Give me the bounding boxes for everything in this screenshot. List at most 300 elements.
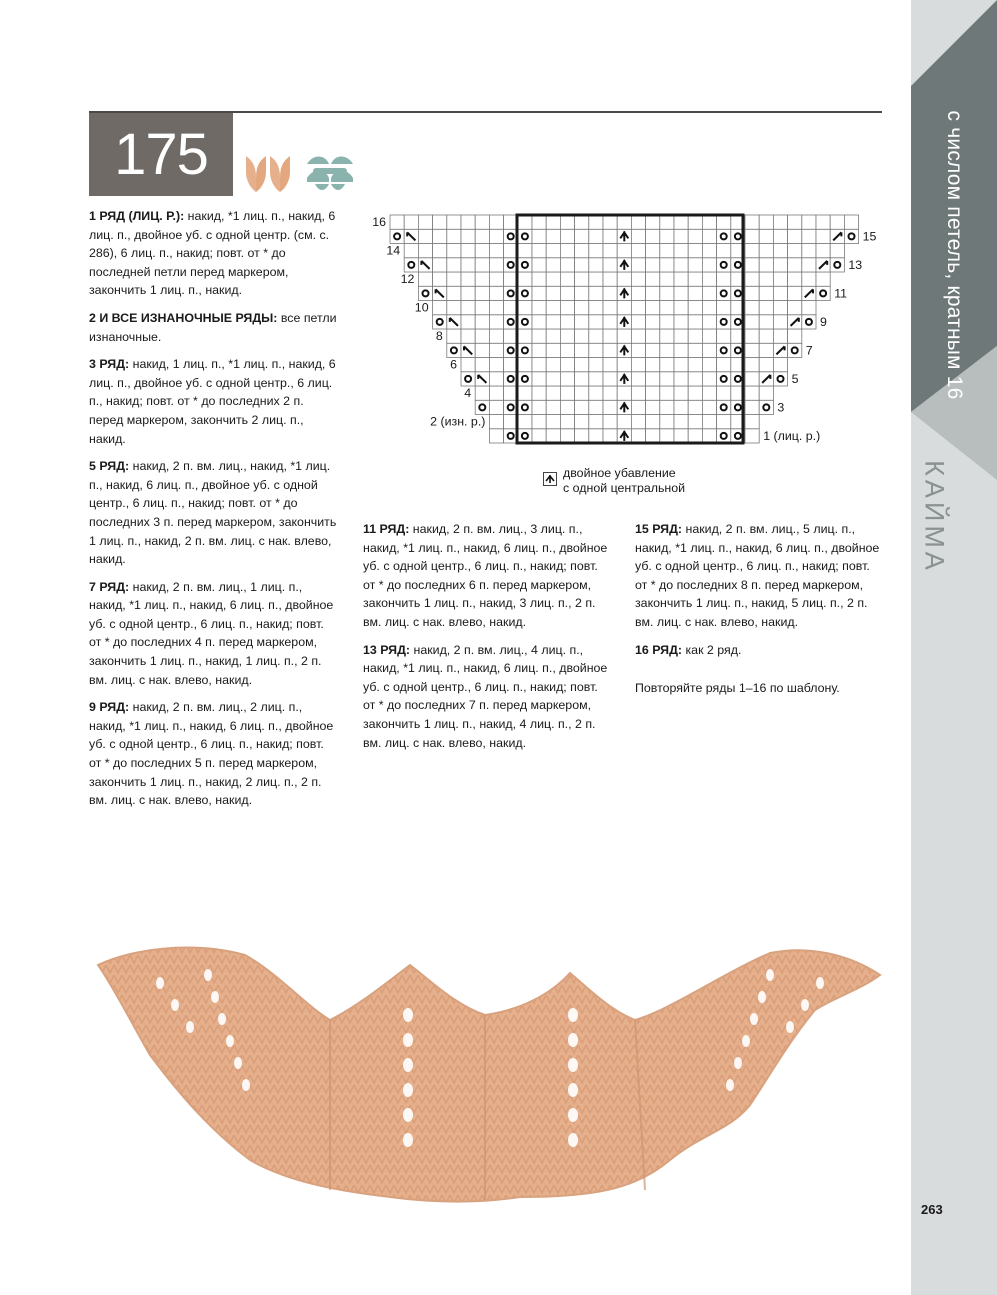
chart-cell	[717, 215, 731, 229]
row-label: 16	[372, 215, 386, 229]
chart-cell	[674, 386, 688, 400]
chart-cell	[631, 329, 645, 343]
chart-cell	[759, 244, 773, 258]
chart-cell	[575, 343, 589, 357]
chart-cell	[447, 286, 461, 300]
chart-cell	[717, 229, 731, 243]
chart-cell	[688, 415, 702, 429]
chart-cell	[518, 386, 532, 400]
chart-cell	[560, 215, 574, 229]
chart-cell	[532, 358, 546, 372]
chart-cell	[589, 400, 603, 414]
row-2-instruction: 2 И ВСЕ ИЗНАНОЧНЫЕ РЯДЫ: все петли изнаночные.	[89, 310, 337, 344]
chart-cell	[418, 272, 432, 286]
row-label: 12	[400, 272, 415, 286]
row-label: 3	[777, 400, 785, 415]
chart-cell	[575, 315, 589, 329]
chart-cell	[802, 301, 816, 315]
chart-cell	[646, 244, 660, 258]
chart-cell	[489, 329, 503, 343]
chart-cell	[532, 315, 546, 329]
chart-cell	[759, 215, 773, 229]
chart-cell	[745, 215, 759, 229]
chart-cell	[603, 272, 617, 286]
chart-cell	[575, 329, 589, 343]
chart-cell	[788, 329, 802, 343]
chart-cell	[617, 244, 631, 258]
chart-cell	[603, 244, 617, 258]
chart-cell	[631, 415, 645, 429]
chart-cell	[617, 301, 631, 315]
chart-cell	[702, 229, 716, 243]
chart-cell	[674, 215, 688, 229]
chart-cell	[773, 358, 787, 372]
sidebar-section-title: КАЙМА	[919, 460, 950, 574]
row-label: 10	[414, 300, 429, 315]
chart-cell	[475, 215, 489, 229]
chart-cell	[688, 372, 702, 386]
chart-cell	[717, 244, 731, 258]
chart-cell	[546, 315, 560, 329]
chart-cell	[603, 372, 617, 386]
chart-cell	[518, 272, 532, 286]
chart-cell	[688, 258, 702, 272]
chart-cell	[631, 400, 645, 414]
chart-cell	[560, 415, 574, 429]
chart-cell	[532, 258, 546, 272]
chart-cell	[532, 372, 546, 386]
chart-cell	[688, 400, 702, 414]
chart-cell	[745, 329, 759, 343]
chart-cell	[702, 372, 716, 386]
chart-cell	[475, 258, 489, 272]
knit-level-icon	[244, 154, 294, 194]
row-label: 1 (лиц. р.)	[763, 428, 821, 443]
chart-cell	[461, 315, 475, 329]
chart-cell	[631, 358, 645, 372]
chart-cell	[773, 272, 787, 286]
chart-cell	[759, 386, 773, 400]
chart-cell	[802, 272, 816, 286]
chart-cell	[717, 272, 731, 286]
chart-cell	[575, 400, 589, 414]
chart-cell	[717, 386, 731, 400]
chart-cell	[532, 415, 546, 429]
chart-cell	[489, 286, 503, 300]
chart-cell	[702, 415, 716, 429]
chart-cell	[646, 415, 660, 429]
chart-cell	[646, 215, 660, 229]
chart-cell	[759, 272, 773, 286]
chart-cell	[461, 272, 475, 286]
chart-cell	[788, 215, 802, 229]
chart-cell	[461, 301, 475, 315]
chart-cell	[532, 400, 546, 414]
row-label: 9	[820, 314, 827, 329]
chart-cell	[518, 329, 532, 343]
chart-cell	[717, 286, 731, 300]
knitted-sample-photo	[90, 935, 890, 1205]
chart-cell	[674, 244, 688, 258]
row-13-instruction: 13 РЯД: накид, 2 п. вм. лиц., 4 лиц. п., накид, *1 лиц. п., накид, 6 лиц. п., двойное уб. с одной центр., 6 лиц. п., накид; повт. от * до последних 7 п. перед маркером, закончить 1 лиц. п., накид, 4 лиц. п., 2 п. вм. лиц. с нак. влево, накид.	[363, 642, 608, 750]
chart-cell	[717, 372, 731, 386]
chart-cell	[603, 343, 617, 357]
chart-cell	[546, 372, 560, 386]
chart-cell	[447, 229, 461, 243]
chart-cell	[560, 400, 574, 414]
row-label: 5	[791, 371, 799, 386]
chart-cell	[717, 400, 731, 414]
chart-cell	[575, 258, 589, 272]
chart-cell	[702, 400, 716, 414]
chart-cell	[702, 358, 716, 372]
chart-cell	[773, 286, 787, 300]
chart-cell	[560, 244, 574, 258]
chart-cell	[816, 244, 830, 258]
chart-cell	[546, 272, 560, 286]
chart-cell	[489, 244, 503, 258]
chart-cell	[433, 301, 447, 315]
chart-cell	[631, 258, 645, 272]
chart-cell	[844, 229, 858, 243]
chart-cell	[447, 258, 461, 272]
chart-cell	[475, 244, 489, 258]
chart-cell	[646, 372, 660, 386]
chart-cell	[717, 329, 731, 343]
chart-cell	[802, 315, 816, 329]
chart-cell	[532, 343, 546, 357]
chart-cell	[603, 229, 617, 243]
chart-cell	[603, 429, 617, 443]
chart-cell	[788, 272, 802, 286]
chart-cell	[816, 229, 830, 243]
chart-cell	[532, 301, 546, 315]
chart-cell	[688, 215, 702, 229]
chart-cell	[546, 329, 560, 343]
chart-cell	[674, 400, 688, 414]
chart-cell	[575, 301, 589, 315]
chart-cell	[489, 229, 503, 243]
chart-cell	[603, 415, 617, 429]
chart-cell	[489, 215, 503, 229]
chart-cell	[461, 372, 475, 386]
chart-cell	[660, 415, 674, 429]
chart-cell	[489, 400, 503, 414]
chart-cell	[603, 215, 617, 229]
chart-cell	[631, 315, 645, 329]
chart-cell	[603, 358, 617, 372]
chart-cell	[646, 429, 660, 443]
chart-cell	[660, 301, 674, 315]
chart-cell	[589, 415, 603, 429]
row-label: 13	[848, 257, 863, 272]
chart-cell	[631, 286, 645, 300]
chart-cell	[404, 215, 418, 229]
chart-cell	[830, 244, 844, 258]
chart-cell	[745, 301, 759, 315]
chart-cell	[745, 358, 759, 372]
chart-cell	[589, 315, 603, 329]
chart-cell	[461, 215, 475, 229]
chart-cell	[475, 229, 489, 243]
chart-cell	[745, 343, 759, 357]
chart-cell	[660, 329, 674, 343]
chart-cell	[646, 386, 660, 400]
chart-cell	[589, 358, 603, 372]
chart-cell	[433, 258, 447, 272]
chart-cell	[560, 429, 574, 443]
chart-cell	[518, 301, 532, 315]
chart-cell	[546, 386, 560, 400]
chart-cell	[702, 258, 716, 272]
chart-cell	[560, 315, 574, 329]
chart-cell	[433, 215, 447, 229]
chart-cell	[489, 343, 503, 357]
row-label: 11	[834, 286, 848, 301]
chart-cell	[717, 415, 731, 429]
chart-cell	[646, 286, 660, 300]
chart-cell	[702, 343, 716, 357]
chart-cell	[589, 244, 603, 258]
chart-cell	[589, 286, 603, 300]
chart-cell	[617, 386, 631, 400]
chart-cell	[674, 272, 688, 286]
chart-cell	[518, 229, 532, 243]
chart-cell	[660, 400, 674, 414]
chart-cell	[518, 343, 532, 357]
chart-cell	[674, 372, 688, 386]
chart-cell	[489, 415, 503, 429]
chart-cell	[404, 258, 418, 272]
chart-cell	[475, 343, 489, 357]
chart-cell	[674, 343, 688, 357]
chart-cell	[518, 244, 532, 258]
chart-cell	[447, 329, 461, 343]
chart-cell	[475, 272, 489, 286]
chart-cell	[773, 258, 787, 272]
chart-cell	[532, 244, 546, 258]
chart-cell	[631, 215, 645, 229]
chart-cell	[404, 244, 418, 258]
chart-cell	[560, 286, 574, 300]
chart-cell	[660, 244, 674, 258]
chart-cell	[575, 372, 589, 386]
chart-cell	[759, 343, 773, 357]
chart-cell	[631, 244, 645, 258]
chart-cell	[688, 329, 702, 343]
chart-cell	[532, 386, 546, 400]
chart-cell	[688, 358, 702, 372]
row-5-instruction: 5 РЯД: накид, 2 п. вм. лиц., накид, *1 лиц. п., накид, 6 лиц. п., двойное уб. с одной центр., 6 лиц. п., накид; повт. от * до последних 3 п. перед маркером, закончить 1 лиц. п., накид, 2 п. вм. лиц. с нак. влево, накид.	[89, 459, 337, 567]
chart-cell	[773, 301, 787, 315]
chart-cell	[802, 215, 816, 229]
chart-cell	[589, 329, 603, 343]
chart-cell	[433, 229, 447, 243]
row-11-instruction: 11 РЯД: накид, 2 п. вм. лиц., 3 лиц. п., накид, *1 лиц. п., накид, 6 лиц. п., двойное уб. с одной центр., 6 лиц. п., накид; повт. от * до последних 6 п. перед маркером, закончить 1 лиц. п., накид, 3 лиц. п., 2 п. вм. лиц. с нак. влево, накид.	[363, 522, 608, 629]
chart-cell	[759, 301, 773, 315]
row-label: 2 (изн. р.)	[430, 414, 486, 429]
chart-cell	[589, 272, 603, 286]
instructions-column-3	[635, 520, 880, 707]
chart-cell	[816, 286, 830, 300]
chart-cell	[660, 229, 674, 243]
chart-cell	[546, 415, 560, 429]
chart-cell	[773, 215, 787, 229]
chart-cell	[830, 215, 844, 229]
chart-cell	[518, 400, 532, 414]
chart-cell	[575, 286, 589, 300]
chart-cell	[518, 286, 532, 300]
chart-cell	[802, 258, 816, 272]
chart-cell	[674, 258, 688, 272]
chart-cell	[418, 215, 432, 229]
chart-cell	[802, 229, 816, 243]
chart-cell	[560, 272, 574, 286]
chart-cell	[759, 229, 773, 243]
chart-cell	[489, 301, 503, 315]
chart-cell	[475, 400, 489, 414]
chart-cell	[560, 301, 574, 315]
page-number: 263	[921, 1202, 943, 1217]
chart-cell	[532, 329, 546, 343]
chart-cell	[773, 329, 787, 343]
chart-cell	[575, 272, 589, 286]
chart-cell	[631, 429, 645, 443]
chart-cell	[702, 301, 716, 315]
chart-cell	[674, 429, 688, 443]
chart-cell	[532, 229, 546, 243]
chart-cell	[589, 215, 603, 229]
chart-cell	[759, 258, 773, 272]
chart-cell	[674, 301, 688, 315]
chart-cell	[674, 315, 688, 329]
chart-cell	[461, 244, 475, 258]
chart-cell	[447, 244, 461, 258]
chart-cell	[759, 400, 773, 414]
chart-cell	[617, 358, 631, 372]
repeat-note: Повторяйте ряды 1–16 по шаблону.	[635, 681, 840, 696]
chart-cell	[575, 244, 589, 258]
chart-cell	[603, 315, 617, 329]
chart-cell	[461, 358, 475, 372]
chart-cell	[702, 215, 716, 229]
chart-cell	[745, 315, 759, 329]
chart-cell	[603, 400, 617, 414]
chart-cell	[773, 372, 787, 386]
chart-cell	[546, 358, 560, 372]
chart-cell	[702, 429, 716, 443]
chart-cell	[745, 258, 759, 272]
chart-cell	[660, 258, 674, 272]
row-label: 8	[435, 329, 443, 343]
chart-cell	[788, 286, 802, 300]
chart-cell	[475, 329, 489, 343]
knitting-chart	[360, 205, 905, 455]
chart-cell	[589, 301, 603, 315]
chart-cell	[475, 301, 489, 315]
chart-cell	[674, 358, 688, 372]
chart-cell	[717, 258, 731, 272]
chart-cell	[646, 329, 660, 343]
chart-cell	[546, 343, 560, 357]
lace-level-icon	[305, 154, 355, 194]
row-7-instruction: 7 РЯД: накид, 2 п. вм. лиц., 1 лиц. п., накид, *1 лиц. п., накид, 6 лиц. п., двойное уб. с одной центр., 6 лиц. п., накид; повт. от * до последних 4 п. перед маркером, закончить 1 лиц. п., накид, 1 лиц. п., 2 п. вм. лиц. с нак. влево, накид.	[89, 579, 334, 687]
chart-cell	[674, 229, 688, 243]
chart-cell	[717, 301, 731, 315]
chart-cell	[688, 429, 702, 443]
chart-cell	[532, 215, 546, 229]
pattern-number: 175	[89, 113, 233, 196]
chart-cell	[788, 301, 802, 315]
chart-cell	[745, 286, 759, 300]
chart-cell	[717, 429, 731, 443]
chart-cell	[546, 429, 560, 443]
chart-cell	[830, 258, 844, 272]
chart-cell	[489, 429, 503, 443]
chart-cell	[418, 244, 432, 258]
row-label: 4	[464, 386, 472, 400]
chart-cell	[475, 315, 489, 329]
legend-text: двойное убавление с одной центральной	[563, 466, 686, 495]
chart-cell	[617, 415, 631, 429]
chart-cell	[646, 229, 660, 243]
chart-cell	[461, 286, 475, 300]
chart-cell	[745, 372, 759, 386]
chart-cell	[646, 258, 660, 272]
chart-cell	[617, 329, 631, 343]
chart-cell	[589, 386, 603, 400]
chart-cell	[631, 272, 645, 286]
chart-cell	[390, 229, 404, 243]
chart-cell	[631, 301, 645, 315]
chart-cell	[603, 386, 617, 400]
chart-cell	[518, 315, 532, 329]
chart-cell	[560, 358, 574, 372]
chart-cell	[546, 400, 560, 414]
chart-cell	[433, 315, 447, 329]
chart-cell	[660, 286, 674, 300]
chart-cell	[717, 358, 731, 372]
chart-cell	[489, 258, 503, 272]
chart-cell	[745, 244, 759, 258]
row-3-instruction: 3 РЯД: накид, 1 лиц. п., *1 лиц. п., накид, 6 лиц. п., двойное уб. с одной центр., 6 лиц. п., накид; повт. от * до последних 2 п. перед маркером, закончить 2 лиц. п., накид.	[89, 357, 336, 446]
chart-cell	[560, 386, 574, 400]
chart-cell	[489, 386, 503, 400]
chart-cell	[461, 229, 475, 243]
chart-cell	[546, 215, 560, 229]
chart-cell	[702, 272, 716, 286]
chart-cell	[674, 329, 688, 343]
chart-cell	[589, 258, 603, 272]
chart-cell	[660, 215, 674, 229]
chart-cell	[688, 386, 702, 400]
chart-cell	[717, 343, 731, 357]
chart-cell	[646, 400, 660, 414]
chart-cell	[447, 272, 461, 286]
chart-cell	[518, 429, 532, 443]
chart-cell	[674, 415, 688, 429]
chart-cell	[660, 272, 674, 286]
chart-cell	[575, 429, 589, 443]
chart-cell	[575, 229, 589, 243]
instructions-column-2	[363, 520, 608, 761]
chart-cell	[646, 272, 660, 286]
chart-cell	[433, 272, 447, 286]
chart-cell	[390, 215, 404, 229]
double-decrease-legend-icon	[543, 472, 557, 486]
chart-cell	[532, 272, 546, 286]
chart-cell	[518, 258, 532, 272]
